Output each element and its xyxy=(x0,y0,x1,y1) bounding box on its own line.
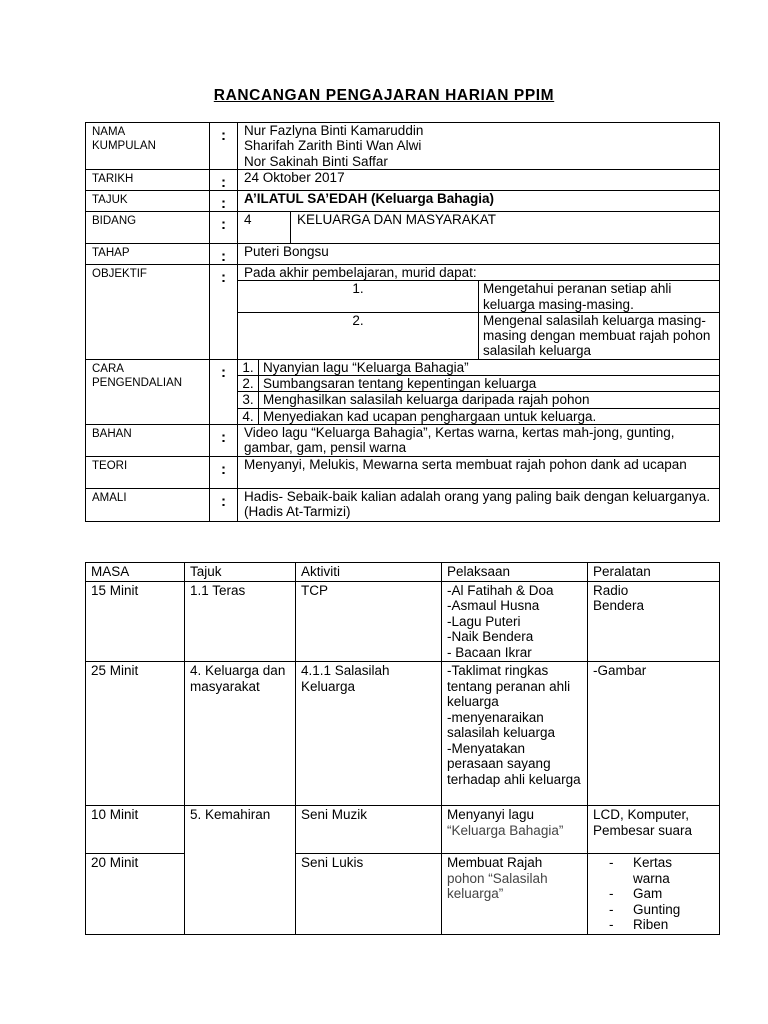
cell-masa: 15 Minit xyxy=(86,581,185,662)
row-teori xyxy=(86,456,720,488)
row-objektif xyxy=(86,265,720,360)
item-text: Mengetahui peranan setiap ahli keluarga masing-masing. xyxy=(479,281,720,313)
label-tajuk: TAJUK xyxy=(86,191,210,212)
row-bidang xyxy=(86,212,720,244)
cell-tajuk: 5. Kemahiran xyxy=(185,806,296,935)
cell-peralatan xyxy=(588,854,720,935)
label-cara: CARA PENGENDALIAN xyxy=(86,359,210,424)
cell-masa: 25 Minit xyxy=(86,662,185,806)
document-title: RANCANGAN PENGAJARAN HARIAN PPIM xyxy=(213,87,555,104)
value-bidang xyxy=(238,212,720,244)
peralatan-line: Radio xyxy=(593,582,629,598)
cell-peralatan xyxy=(588,581,720,662)
header-pelaksaan: Pelaksaan xyxy=(442,563,588,582)
label-nama: NAMA KUMPULAN xyxy=(86,123,210,170)
list-item xyxy=(238,360,719,376)
header-masa: MASA xyxy=(86,563,185,582)
header-peralatan: Peralatan xyxy=(588,563,720,582)
item-text: Sumbangsaran tentang kepentingan keluarga xyxy=(259,376,720,392)
member-name: Nur Fazlyna Binti Kamaruddin xyxy=(244,123,424,138)
table-row xyxy=(86,854,720,935)
schedule-table xyxy=(85,562,720,935)
cell-aktiviti: TCP xyxy=(296,581,442,662)
bidang-number: 4 xyxy=(238,212,291,243)
pelaksaan-line: -menyenaraikan salasilah keluarga xyxy=(447,709,556,740)
pelaksaan-line: pohon “Salasilah keluarga” xyxy=(447,870,548,901)
row-bahan xyxy=(86,424,720,456)
value-bahan: Video lagu “Keluarga Bahagia”, Kertas warna, kertas mah-jong, gunting, gambar, gam, pensil warna xyxy=(238,424,720,456)
cell-pelaksaan xyxy=(442,854,588,935)
pelaksaan-line: -Asmaul Husna xyxy=(447,598,540,613)
label-teori: TEORI xyxy=(86,456,210,488)
label-objektif: OBJEKTIF xyxy=(86,265,210,360)
row-cara xyxy=(86,359,720,424)
row-tajuk xyxy=(86,191,720,212)
value-teori: Menyanyi, Melukis, Mewarna serta membuat rajah pohon dank ad ucapan xyxy=(238,456,720,488)
list-item: - Gunting xyxy=(593,902,714,918)
value-cara xyxy=(238,359,720,424)
pelaksaan-line: -Menyatakan perasaan sayang terhadap ahli keluarga xyxy=(447,740,581,787)
colon: : xyxy=(210,265,238,360)
item-text: Menghasilkan salasilah keluarga daripada rajah pohon xyxy=(259,392,720,408)
table-row xyxy=(86,806,720,854)
table-row xyxy=(86,662,720,806)
colon: : xyxy=(210,244,238,265)
value-amali: Hadis- Sebaik-baik kalian adalah orang yang paling baik dengan keluarganya. (Hadis At-Tarmizi) xyxy=(238,488,720,521)
item-number: 2. xyxy=(238,312,479,358)
pelaksaan-line: - Bacaan Ikrar xyxy=(447,644,532,660)
colon: : xyxy=(210,359,238,424)
value-tarikh: 24 Oktober 2017 xyxy=(238,170,720,191)
table-header xyxy=(86,563,720,582)
info-table xyxy=(85,122,720,522)
item-number: 4. xyxy=(238,408,259,424)
member-name: Nor Sakinah Binti Saffar xyxy=(244,153,388,169)
pelaksaan-line: “Keluarga Bahagia” xyxy=(447,822,564,838)
item-number: 3. xyxy=(238,392,259,408)
cell-tajuk: 4. Keluarga dan masyarakat xyxy=(185,662,296,806)
header-aktiviti: Aktiviti xyxy=(296,563,442,582)
cell-peralatan: -Gambar xyxy=(588,662,720,806)
row-tahap xyxy=(86,244,720,265)
list-item xyxy=(238,312,719,358)
colon: : xyxy=(210,456,238,488)
bidang-name: KELUARGA DAN MASYARAKAT xyxy=(297,212,497,227)
row-amali xyxy=(86,488,720,521)
pelaksaan-line: -Al Fatihah & Doa xyxy=(447,582,554,598)
peralatan-list xyxy=(593,855,714,933)
cell-aktiviti: Seni Lukis xyxy=(296,854,442,935)
list-item-continuation: warna xyxy=(633,870,670,886)
list-item xyxy=(238,392,719,408)
item-number: 2. xyxy=(238,376,259,392)
member-name: Sharifah Zarith Binti Wan Alwi xyxy=(244,138,422,154)
colon: : xyxy=(210,123,238,170)
peralatan-line: Bendera xyxy=(593,598,645,613)
table-row xyxy=(86,581,720,662)
list-item: - Gam xyxy=(593,886,714,902)
value-objektif xyxy=(238,265,720,360)
item-number: 1. xyxy=(238,360,259,376)
colon: : xyxy=(210,212,238,244)
row-nama xyxy=(86,123,720,170)
row-tarikh xyxy=(86,170,720,191)
cell-pelaksaan xyxy=(442,806,588,854)
item-text: Menyediakan kad ucapan penghargaan untuk keluarga. xyxy=(259,408,720,424)
objektif-intro: Pada akhir pembelajaran, murid dapat: xyxy=(244,265,477,280)
value-tahap: Puteri Bongsu xyxy=(238,244,720,265)
cell-aktiviti: 4.1.1 Salasilah Keluarga xyxy=(296,662,442,806)
colon: : xyxy=(210,191,238,212)
cell-masa: 20 Minit xyxy=(86,854,185,935)
list-item: - Kertas xyxy=(593,855,714,871)
cell-pelaksaan xyxy=(442,581,588,662)
item-text: Mengenal salasilah keluarga masing-masing dengan membuat rajah pohon salasilah keluarga xyxy=(479,312,720,358)
pelaksaan-line: -Naik Bendera xyxy=(447,629,534,644)
cell-peralatan: LCD, Komputer, Pembesar suara xyxy=(588,806,720,854)
pelaksaan-line: Membuat Rajah xyxy=(447,855,543,870)
list-item xyxy=(238,281,719,313)
label-tahap: TAHAP xyxy=(86,244,210,265)
cell-masa: 10 Minit xyxy=(86,806,185,854)
item-number: 1. xyxy=(238,281,479,313)
list-item: - Riben xyxy=(593,917,714,933)
label-bahan: BAHAN xyxy=(86,424,210,456)
cell-pelaksaan xyxy=(442,662,588,806)
pelaksaan-line: Menyanyi lagu xyxy=(447,807,535,822)
pelaksaan-line: -Lagu Puteri xyxy=(447,613,521,629)
header-tajuk: Tajuk xyxy=(185,563,296,582)
colon: : xyxy=(210,488,238,521)
colon: : xyxy=(210,424,238,456)
label-bidang: BIDANG xyxy=(86,212,210,244)
cell-tajuk: 1.1 Teras xyxy=(185,581,296,662)
value-tajuk: A’ILATUL SA’EDAH (Keluarga Bahagia) xyxy=(238,191,720,212)
item-text: Nyanyian lagu “Keluarga Bahagia” xyxy=(263,359,469,375)
label-amali: AMALI xyxy=(86,488,210,521)
colon: : xyxy=(210,170,238,191)
label-tarikh: TARIKH xyxy=(86,170,210,191)
list-item xyxy=(238,408,719,424)
value-nama xyxy=(238,123,720,170)
pelaksaan-line: -Taklimat ringkas tentang peranan ahli keluarga xyxy=(447,663,571,709)
cell-aktiviti: Seni Muzik xyxy=(296,806,442,854)
list-item xyxy=(238,376,719,392)
